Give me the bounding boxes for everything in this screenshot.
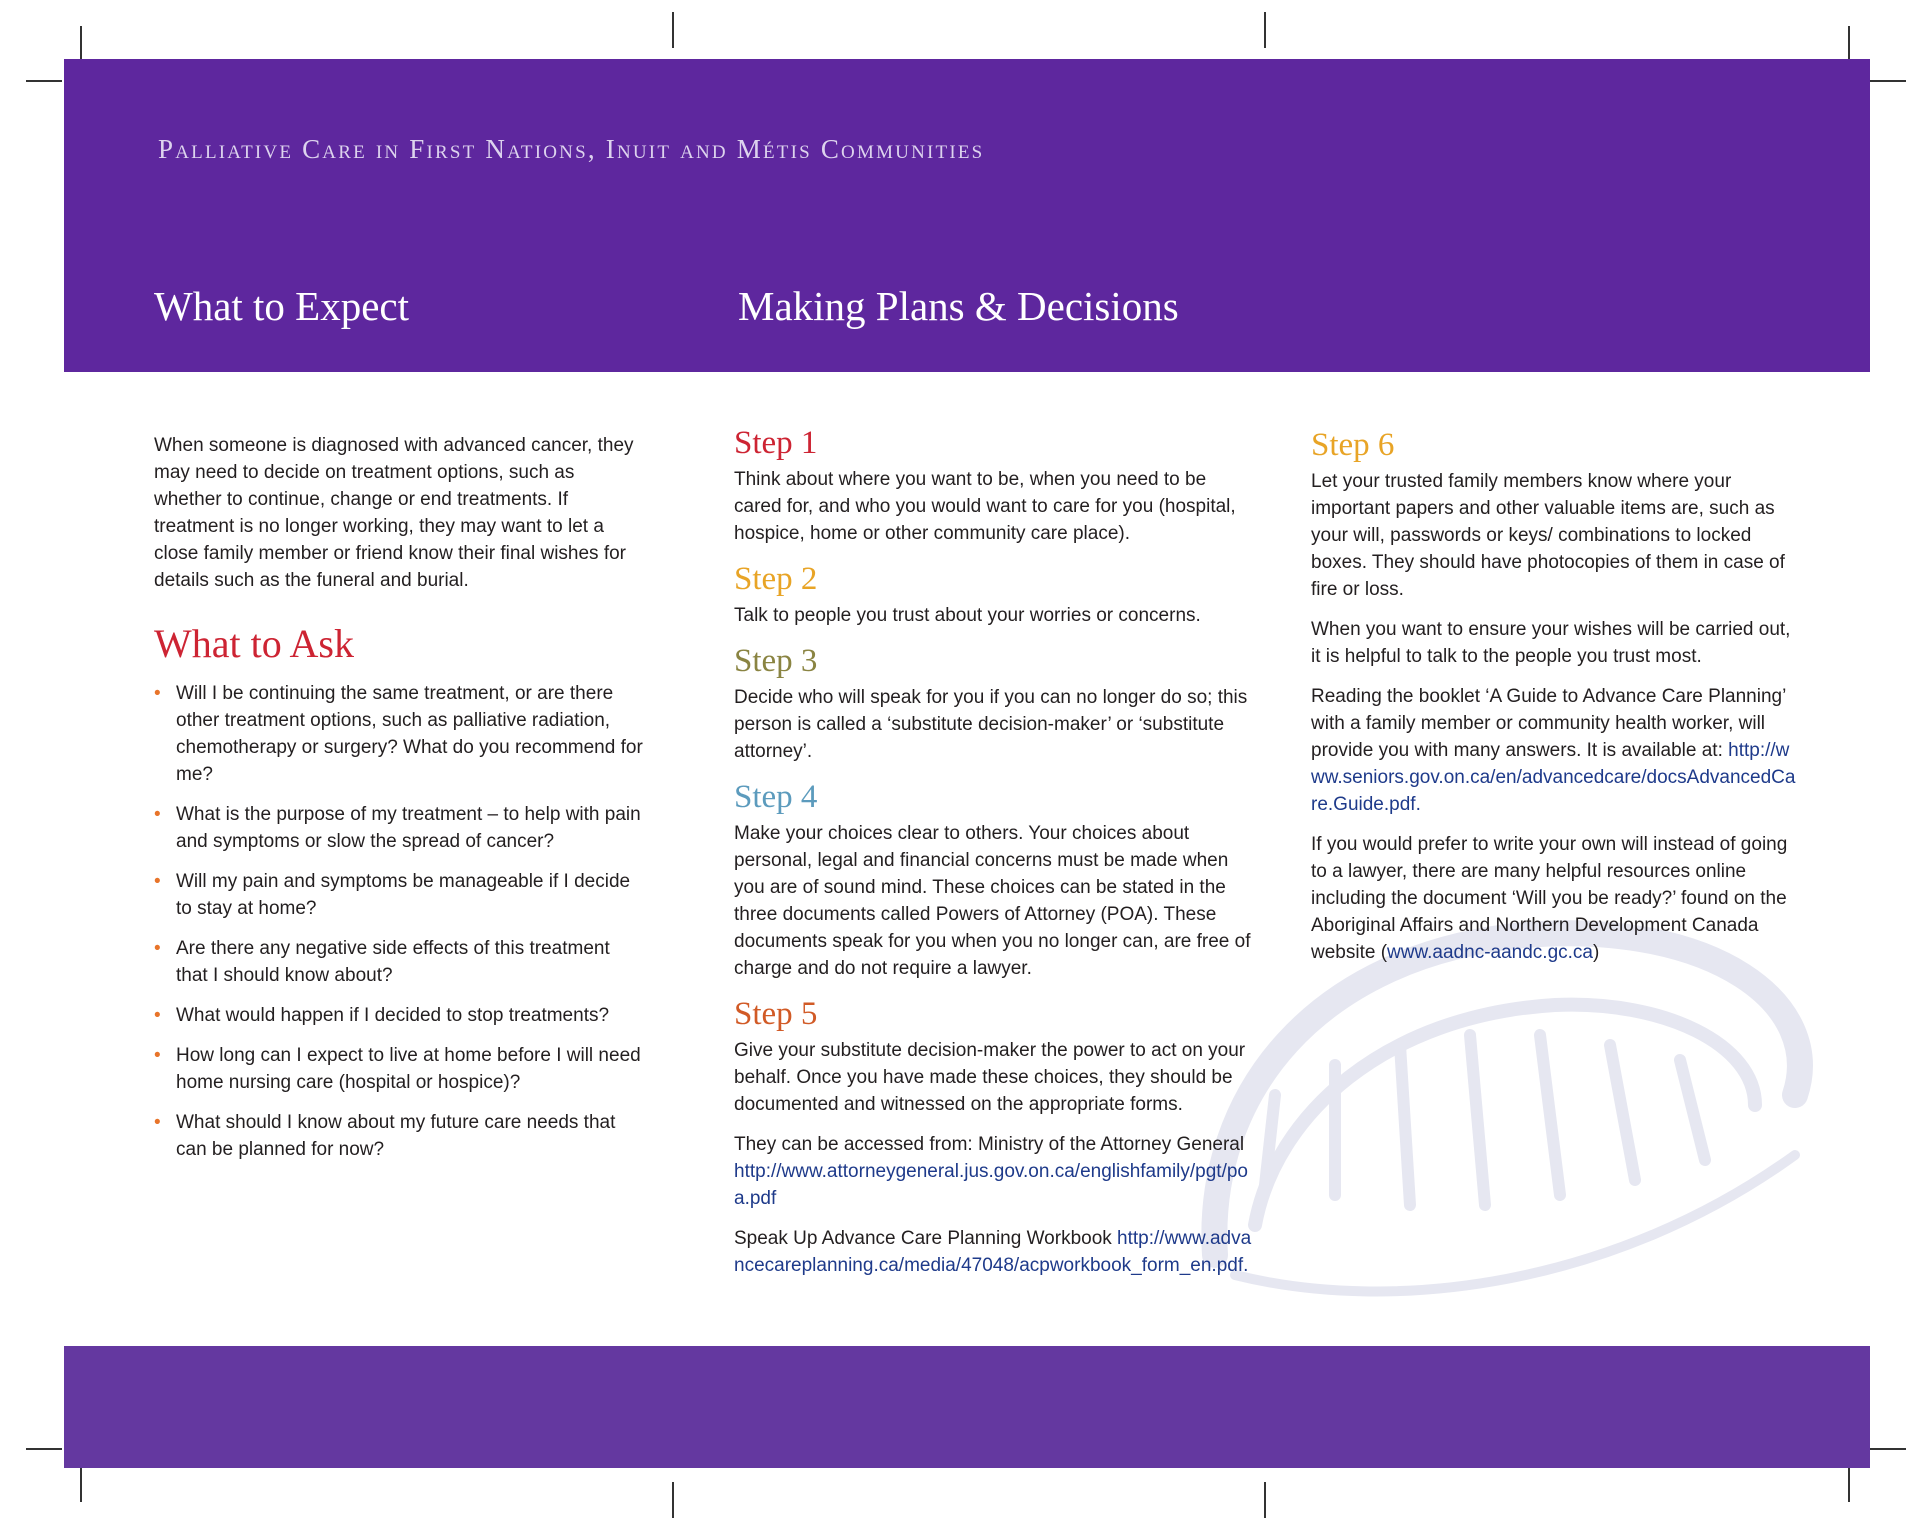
crop-mark [672,1482,674,1518]
seniors-guide-link[interactable]: http://www.seniors.gov.on.ca/en/advancedcare/docsAdvancedCare.Guide.pdf. [1311,740,1796,815]
ask-list [154,680,644,1163]
list-item: • What would happen if I decided to stop treatments? [154,1002,644,1029]
crop-mark [26,1448,62,1450]
bullet-icon: • [154,938,161,959]
bullet-icon: • [154,683,161,704]
step-3-text: Decide who will speak for you if you can no longer do so; this person is called a ‘substitute decision-maker’ or ‘substitute attorney’. [734,687,1248,762]
step-3-heading: Step 3 [734,643,818,679]
expect-paragraph: When someone is diagnosed with advanced cancer, they may need to decide on treatment options, such as whether to continue, change or end treatments. If treatment is no longer working, they may want to let a close family member or friend know their final wishes for details such as the funeral and burial. [154,435,634,591]
crop-mark [80,1466,82,1502]
column-steps-1-5 [734,424,1254,1292]
what-to-expect-heading: What to Expect [154,283,410,329]
step-2-text: Talk to people you trust about your worries or concerns. [734,605,1201,626]
step-6-p2: When you want to ensure your wishes will be carried out, it is helpful to talk to the people you trust most. [1311,619,1791,667]
bullet-icon: • [154,1045,161,1066]
workbook-link[interactable]: http://www.advancecareplanning.ca/media/47048/acpworkbook_form_en.pdf. [734,1228,1252,1276]
step-6-text: Let your trusted family members know where your important papers and other valuable items are, such as your will, passwords or keys/ combinations to locked boxes. They should have photocopies of them in case of fire or loss. [1311,471,1785,600]
list-item: • How long can I expect to live at home before I will need home nursing care (hospital or hospice)? [154,1042,644,1096]
crop-mark [1848,26,1850,62]
attorney-general-link[interactable]: http://www.attorneygeneral.jus.gov.on.ca/englishfamily/pgt/poa.pdf [734,1161,1248,1209]
crop-mark [1264,12,1266,48]
bullet-icon: • [154,804,161,825]
bullet-icon: • [154,1005,161,1026]
step-1-heading: Step 1 [734,425,818,461]
step-5-text: Give your substitute decision-maker the power to act on your behalf. Once you have made these choices, they should be documented and witnessed on the appropriate forms. [734,1040,1246,1115]
crop-mark [1264,1482,1266,1518]
making-plans-heading: Making Plans & Decisions [738,283,1179,329]
crop-mark [672,12,674,48]
bullet-icon: • [154,1112,161,1133]
step-6-p3: Reading the booklet ‘A Guide to Advance Care Planning’ with a family member or community health worker, will provide you with many answers. It is available at: http://www.seniors.gov.on.ca/en/advancedcare/docsAdvancedCare.Guide.pdf. [1311,686,1796,815]
footer-band [64,1346,1870,1468]
crop-mark [1848,1466,1850,1502]
list-item: • Will I be continuing the same treatment, or are there other treatment options, such as palliative radiation, chemotherapy or surgery? What do you recommend for me? [154,680,644,788]
series-title: Palliative Care in First Nations, Inuit and Métis Communities [158,134,985,164]
step-5-heading: Step 5 [734,996,818,1032]
step-1-text: Think about where you want to be, when you need to be cared for, and who you would want to care for you (hospital, hospice, home or other community care place). [734,469,1236,544]
step-2-heading: Step 2 [734,561,818,597]
aadnc-link[interactable]: www.aadnc-aandc.gc.ca [1387,942,1593,963]
column-step-6 [1311,426,1801,979]
step-5-workbook: Speak Up Advance Care Planning Workbook http://www.advancecareplanning.ca/media/47048/acpworkbook_form_en.pdf. [734,1228,1252,1276]
what-to-ask-heading: What to Ask [154,621,354,666]
list-item: • Are there any negative side effects of this treatment that I should know about? [154,935,644,989]
crop-mark [1870,80,1906,82]
step-4-heading: Step 4 [734,779,818,815]
list-item: • Will my pain and symptoms be manageable if I decide to stay at home? [154,868,644,922]
crop-mark [26,80,62,82]
step-5-access: They can be accessed from: Ministry of the Attorney General http://www.attorneygeneral.jus.gov.on.ca/englishfamily/pgt/poa.pdf [734,1134,1248,1209]
list-item: • What is the purpose of my treatment – to help with pain and symptoms or slow the spread of cancer? [154,801,644,855]
step-6-heading: Step 6 [1311,427,1395,463]
step-4-text: Make your choices clear to others. Your choices about personal, legal and financial concerns must be made when you are of sound mind. These choices can be stated in the three documents called Powers of Attorney (POA). These documents speak for you when you no longer can, are free of charge and do not require a lawyer. [734,823,1251,979]
bullet-icon: • [154,871,161,892]
list-item: • What should I know about my future care needs that can be planned for now? [154,1109,644,1163]
column-expect [154,432,644,1176]
step-6-p4: If you would prefer to write your own will instead of going to a lawyer, there are many helpful resources online including the document ‘Will you be ready?’ found on the Aboriginal Affairs and Northern Development Canada website (www.aadnc-aandc.gc.ca) [1311,834,1788,963]
crop-mark [80,26,82,62]
crop-mark [1870,1448,1906,1450]
